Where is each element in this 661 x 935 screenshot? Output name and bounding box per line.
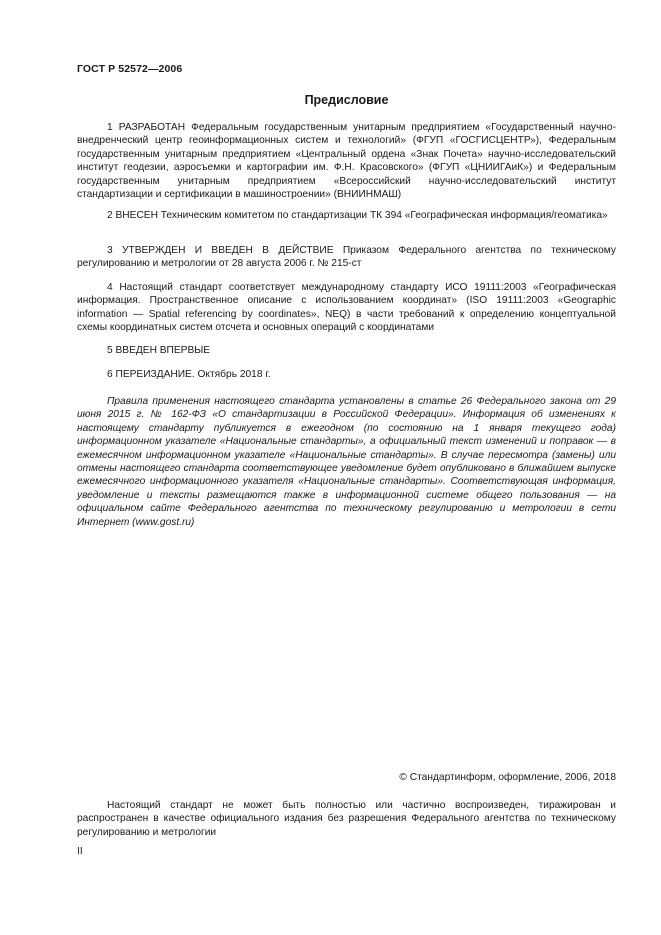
paragraph-submitted-by: 2 ВНЕСЕН Техническим комитетом по стандартизации ТК 394 «Географическая информация/геоматика»: [107, 210, 608, 221]
application-rules-notice: Правила применения настоящего стандарта установлены в статье 26 Федерального закона от 29 июня 2015 г. № 162-ФЗ «О стандартизации в Российской Федерации». Информация об изменениях к настоящему стандарту публикуется в ежегодном (по состоянию на 1 января текущего года) информационном указателе «Национальные стандарты», а официальный текст изменений и поправок — в ежемесячном информационном указателе «Национальные стандарты». В случае пересмотра (замены) или отмены настоящего стандарта соответствующее уведомление будет опубликовано в ближайшем выпуске ежемесячного информационного указателя «Национальные стандарты». Соответствующая информация, уведомление и тексты размещаются также в информационной системе общего пользования — на официальном сайте Федерального агентства по техническому регулированию и метрологии в сети Интернет (www.gost.ru): [77, 396, 616, 528]
paragraph-reissue: 6 ПЕРЕИЗДАНИЕ. Октябрь 2018 г.: [107, 369, 271, 380]
page-number: II: [77, 846, 83, 857]
paragraph-developed-by: 1 РАЗРАБОТАН Федеральным государственным унитарным предприятием «Государственный научно-внедренческий центр геоинформационных систем и технологий» (ФГУП «ГОСГИСЦЕНТР»), Федеральным государственным унитарным предприятием «Центральный ордена «Знак Почета» научно-исследовательский институт геодезии, аэросъемки и картографии им. Ф.Н. Красовского» (ФГУП «ЦНИИГАиК») и Федеральным государственным унитарным предприятием «Всероссийский научно-исследовательский институт стандартизации и сертификации в машиностроении» (ВНИИНМАШ): [77, 122, 616, 201]
page-title: Предисловие: [304, 93, 389, 107]
standard-code: ГОСТ Р 52572—2006: [77, 63, 183, 75]
paragraph-first-introduced: 5 ВВЕДЕН ВПЕРВЫЕ: [107, 345, 211, 356]
reproduction-restriction: Настоящий стандарт не может быть полностью или частично воспроизведен, тиражирован и распространен в качестве официального издания без разрешения Федерального агентства по техническому регулированию и метрологии: [77, 800, 616, 838]
copyright-line: © Стандартинформ, оформление, 2006, 2018: [399, 772, 616, 783]
paragraph-conformity: 4 Настоящий стандарт соответствует международному стандарту ИСО 19111:2003 «Географическая информация. Пространственное описание с использованием координат» (ISO 19111:2003 «Geographic information — Spatial referencing by coordinates», NEQ) в части требований к определению концептуальной схемы координатных систем отсчета и основных операций с координатами: [77, 282, 616, 334]
paragraph-approved: 3 УТВЕРЖДЕН И ВВЕДЕН В ДЕЙСТВИЕ Приказом Федерального агентства по техническому регулированию и метрологии от 28 августа 2006 г. № 215-ст: [77, 245, 616, 270]
